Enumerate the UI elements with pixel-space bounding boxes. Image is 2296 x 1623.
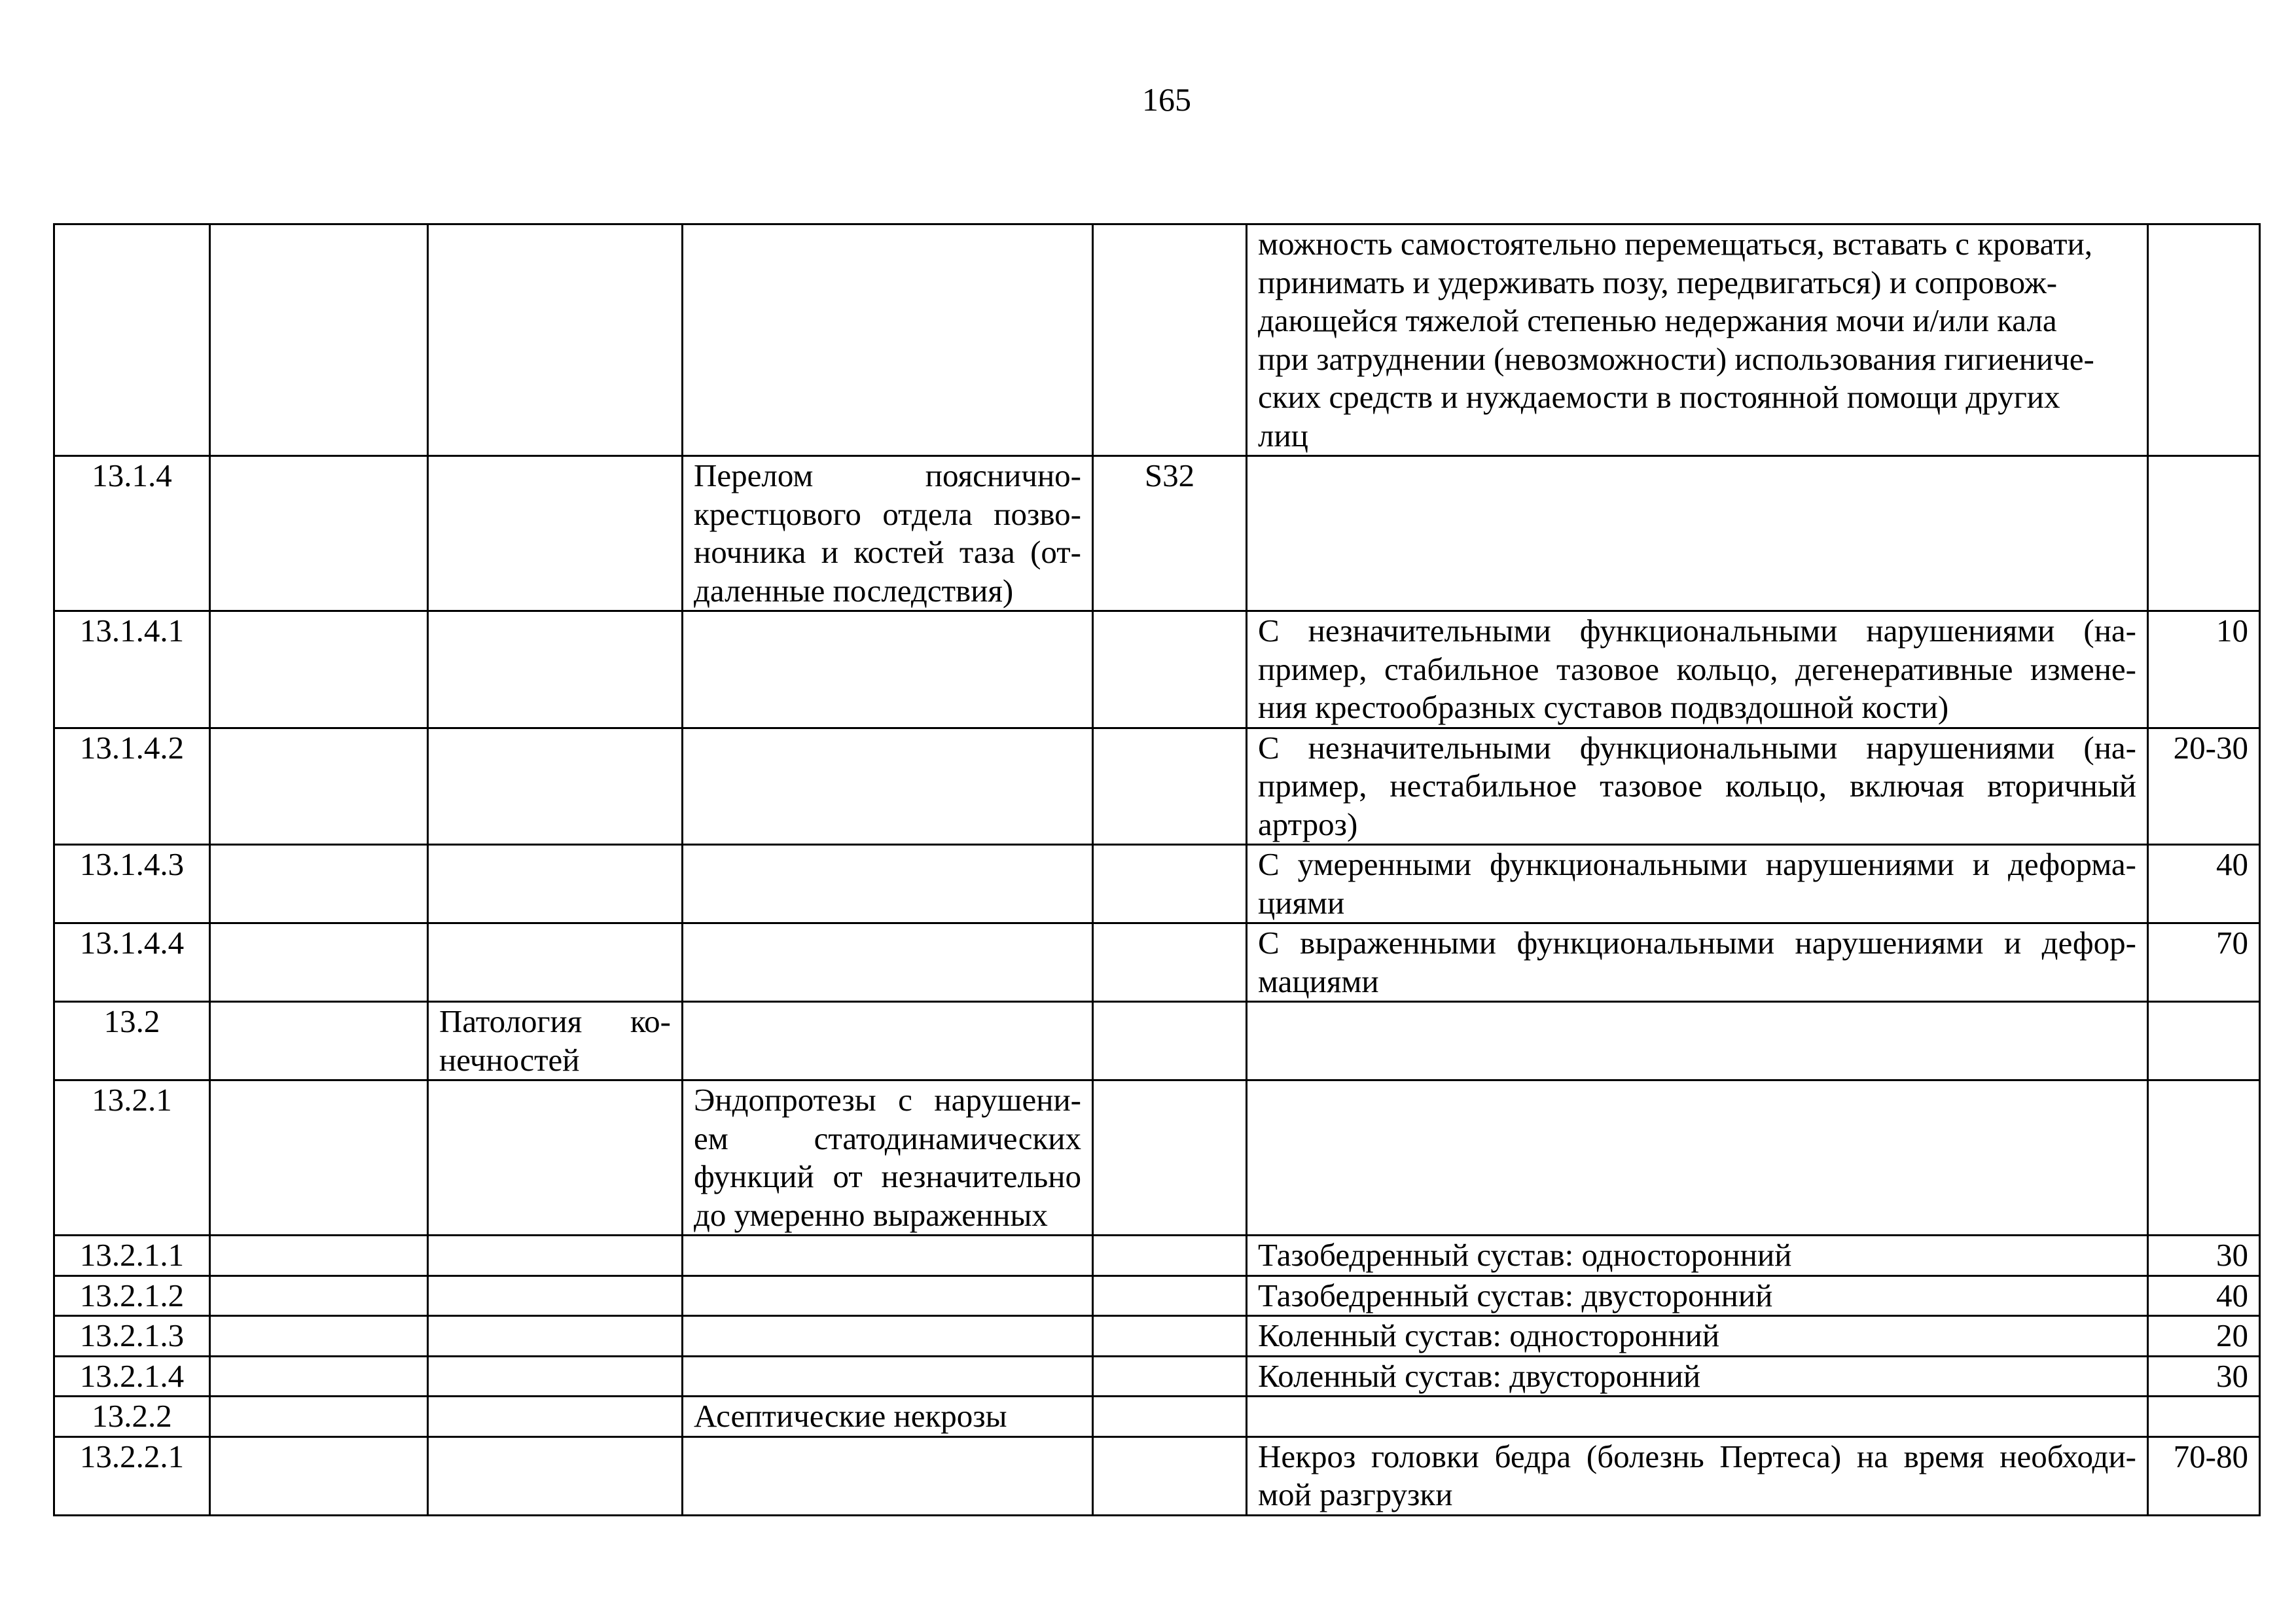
percent-cell: 20: [2148, 1316, 2260, 1357]
row-number-cell: 13.2.1: [54, 1080, 210, 1236]
code-cell: S32: [1093, 456, 1247, 611]
code-cell: [1093, 1356, 1247, 1397]
table-row: [54, 845, 2260, 923]
table-row: [54, 224, 2260, 456]
description-cell: Тазобедренный сустав: двусторонний: [1247, 1275, 2148, 1316]
description-cell: [1247, 1080, 2148, 1236]
section-cell: [428, 1275, 683, 1316]
section-cell: [428, 224, 683, 456]
group-cell: [210, 1356, 428, 1397]
name-cell: [683, 845, 1093, 923]
name-line: крестцового отдела позво-: [694, 495, 1081, 532]
code-cell: [1093, 1080, 1247, 1236]
table-row: [54, 1356, 2260, 1397]
description-line: мой разгрузки: [1258, 1476, 1453, 1512]
code-cell: [1093, 845, 1247, 923]
description-cell: [1247, 611, 2148, 728]
description-line: мациями: [1258, 963, 1379, 999]
code-cell: [1093, 923, 1247, 1002]
group-cell: [210, 1236, 428, 1276]
percent-cell: 70: [2148, 923, 2260, 1002]
group-cell: [210, 1002, 428, 1080]
row-number-cell: 13.1.4.2: [54, 728, 210, 845]
name-cell: [683, 1356, 1093, 1397]
name-line: функций от незначительно: [694, 1158, 1081, 1194]
description-line: ния крестообразных суставов подвздошной кости): [1258, 689, 1949, 725]
section-cell: [428, 611, 683, 728]
group-cell: [210, 1275, 428, 1316]
section-cell: [428, 728, 683, 845]
page-number: 165: [1142, 81, 1191, 118]
description-line: С незначительными функциональными нарушениями (на-: [1258, 613, 2136, 649]
table-row: [54, 1275, 2260, 1316]
percent-cell: 40: [2148, 1275, 2260, 1316]
percent-cell: 40: [2148, 845, 2260, 923]
group-cell: [210, 923, 428, 1002]
name-cell: [683, 1236, 1093, 1276]
percent-cell: [2148, 224, 2260, 456]
section-cell: [428, 1236, 683, 1276]
section-cell: [428, 1316, 683, 1357]
percent-cell: [2148, 456, 2260, 611]
percent-cell: 30: [2148, 1356, 2260, 1397]
row-number-cell: 13.2: [54, 1002, 210, 1080]
percent-cell: [2148, 1002, 2260, 1080]
group-cell: [210, 728, 428, 845]
description-line: принимать и удерживать позу, передвигаться) и сопровож-: [1258, 264, 2058, 300]
percent-cell: 20-30: [2148, 728, 2260, 845]
group-cell: [210, 456, 428, 611]
name-line: ем статодинамических: [694, 1120, 1081, 1156]
name-cell: [683, 456, 1093, 611]
row-number-cell: 13.1.4: [54, 456, 210, 611]
section-cell: [428, 1436, 683, 1515]
description-line: лиц: [1258, 417, 1308, 454]
name-cell: [683, 923, 1093, 1002]
description-cell: [1247, 1397, 2148, 1437]
description-line: С выраженными функциональными нарушениями и дефор-: [1258, 925, 2136, 961]
section-cell: [428, 1002, 683, 1080]
description-line: пример, нестабильное тазовое кольцо, включая вторичный: [1258, 768, 2136, 804]
section-cell: [428, 1397, 683, 1437]
name-line: ночника и костей таза (от-: [694, 534, 1081, 570]
table-row: [54, 1002, 2260, 1080]
description-line: артроз): [1258, 806, 1358, 842]
description-cell: [1247, 728, 2148, 845]
row-number-cell: 13.2.2.1: [54, 1436, 210, 1515]
table-row: [54, 1436, 2260, 1515]
description-line: пример, стабильное тазовое кольцо, дегенеративные измене-: [1258, 651, 2136, 687]
group-cell: [210, 1436, 428, 1515]
description-cell: [1247, 224, 2148, 456]
name-cell: [683, 1436, 1093, 1515]
description-line: можность самостоятельно перемещаться, вставать с кровати,: [1258, 226, 2092, 262]
section-cell: [428, 845, 683, 923]
name-cell: [683, 1275, 1093, 1316]
description-line: циями: [1258, 884, 1345, 921]
description-cell: [1247, 923, 2148, 1002]
name-cell: [683, 728, 1093, 845]
name-line: Эндопротезы с нарушени-: [694, 1082, 1081, 1118]
table-row: [54, 1397, 2260, 1437]
row-number-cell: 13.2.1.2: [54, 1275, 210, 1316]
description-line: Некроз головки бедра (болезнь Пертеса) на время необходи-: [1258, 1438, 2136, 1474]
name-cell: [683, 1316, 1093, 1357]
table-row: [54, 1316, 2260, 1357]
row-number-cell: 13.1.4.4: [54, 923, 210, 1002]
description-line: С незначительными функциональными нарушениями (на-: [1258, 729, 2136, 766]
description-cell: Коленный сустав: односторонний: [1247, 1316, 2148, 1357]
disability-criteria-table: [53, 223, 2261, 1516]
description-cell: [1247, 1002, 2148, 1080]
code-cell: [1093, 1397, 1247, 1437]
section-cell: [428, 456, 683, 611]
percent-cell: [2148, 1080, 2260, 1236]
table-row: [54, 923, 2260, 1002]
percent-cell: [2148, 1397, 2260, 1437]
description-cell: Коленный сустав: двусторонний: [1247, 1356, 2148, 1397]
group-cell: [210, 224, 428, 456]
code-cell: [1093, 224, 1247, 456]
row-number-cell: 13.1.4.1: [54, 611, 210, 728]
row-number-cell: 13.2.2: [54, 1397, 210, 1437]
group-cell: [210, 611, 428, 728]
name-line: до умеренно выраженных: [694, 1196, 1048, 1233]
section-cell: [428, 1356, 683, 1397]
percent-cell: 10: [2148, 611, 2260, 728]
description-line: при затруднении (невозможности) использования гигиениче-: [1258, 340, 2094, 377]
table-row: [54, 611, 2260, 728]
name-cell: [683, 224, 1093, 456]
name-line: даленные последствия): [694, 572, 1014, 609]
description-cell: Тазобедренный сустав: односторонний: [1247, 1236, 2148, 1276]
description-cell: [1247, 456, 2148, 611]
table-row: [54, 728, 2260, 845]
description-cell: [1247, 1436, 2148, 1515]
table-row: [54, 1080, 2260, 1236]
table-row: [54, 456, 2260, 611]
row-number-cell: [54, 224, 210, 456]
section-line: нечностей: [439, 1041, 580, 1078]
section-line: Патология ко-: [439, 1003, 671, 1039]
percent-cell: 30: [2148, 1236, 2260, 1276]
description-cell: [1247, 845, 2148, 923]
description-line: С умеренными функциональными нарушениями и деформа-: [1258, 846, 2136, 882]
name-cell: [683, 611, 1093, 728]
code-cell: [1093, 1002, 1247, 1080]
name-cell: [683, 1002, 1093, 1080]
group-cell: [210, 1080, 428, 1236]
code-cell: [1093, 1436, 1247, 1515]
name-cell: Асептические некрозы: [683, 1397, 1093, 1437]
table-row: [54, 1236, 2260, 1276]
code-cell: [1093, 1275, 1247, 1316]
name-cell: [683, 1080, 1093, 1236]
group-cell: [210, 1316, 428, 1357]
description-line: ских средств и нуждаемости в постоянной помощи других: [1258, 379, 2060, 415]
group-cell: [210, 845, 428, 923]
code-cell: [1093, 728, 1247, 845]
section-cell: [428, 1080, 683, 1236]
row-number-cell: 13.2.1.4: [54, 1356, 210, 1397]
percent-cell: 70-80: [2148, 1436, 2260, 1515]
group-cell: [210, 1397, 428, 1437]
code-cell: [1093, 1316, 1247, 1357]
code-cell: [1093, 611, 1247, 728]
description-line: дающейся тяжелой степенью недержания мочи и/или кала: [1258, 302, 2057, 338]
name-line: Перелом пояснично-: [694, 457, 1081, 493]
section-cell: [428, 923, 683, 1002]
row-number-cell: 13.2.1.1: [54, 1236, 210, 1276]
code-cell: [1093, 1236, 1247, 1276]
row-number-cell: 13.1.4.3: [54, 845, 210, 923]
row-number-cell: 13.2.1.3: [54, 1316, 210, 1357]
